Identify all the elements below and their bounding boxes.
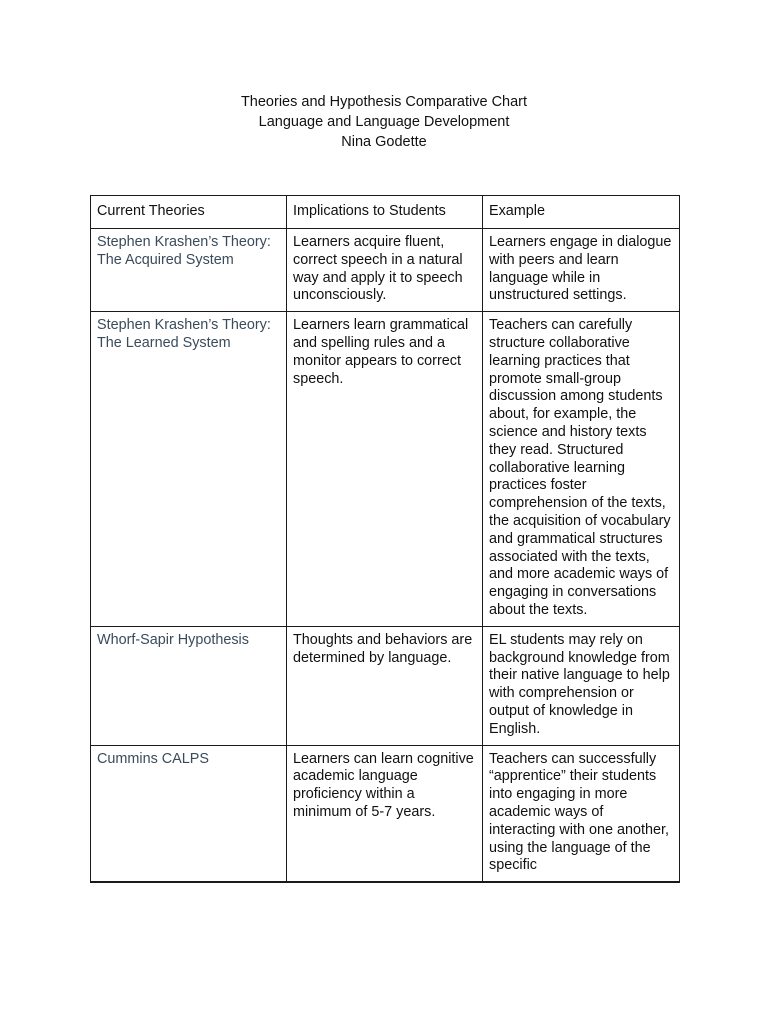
column-header-example: Example (483, 196, 680, 229)
table-row (91, 745, 680, 882)
theory-cell: Whorf-Sapir Hypothesis (91, 626, 287, 745)
example-cell: Learners engage in dialogue with peers and learn language while in unstructured settings. (483, 229, 680, 312)
table-row (91, 312, 680, 627)
comparative-chart-table (90, 195, 680, 883)
document-title: Theories and Hypothesis Comparative Chart (240, 94, 528, 110)
document-subtitle: Language and Language Development (258, 114, 510, 131)
table-row (91, 229, 680, 312)
example-cell: Teachers can carefully structure collaborative learning practices that promote small-group discussion among students about, for example, the science and history texts they read. Structured collaborative learning practices foster comprehension of the texts, the acquisition of vocabulary and grammatical structures associated with the texts, and more academic ways of engaging in conversations about the texts. (483, 312, 680, 627)
implication-cell: Learners learn grammatical and spelling rules and a monitor appears to correct speech. (287, 312, 483, 627)
theory-cell: Cummins CALPS (91, 745, 287, 882)
theory-cell: Stephen Krashen’s Theory: The Learned System (91, 312, 287, 627)
document-header (0, 92, 768, 153)
example-cell: Teachers can successfully “apprentice” their students into engaging in more academic ways of interacting with one another, using the language of the specific (483, 745, 680, 882)
table-row (91, 626, 680, 745)
example-cell: EL students may rely on background knowledge from their native language to help with comprehension or output of knowledge in English. (483, 626, 680, 745)
table-header-row (91, 196, 680, 229)
document-author: Nina Godette (341, 134, 427, 151)
implication-cell: Thoughts and behaviors are determined by language. (287, 626, 483, 745)
implication-cell: Learners acquire fluent, correct speech in a natural way and apply it to speech unconsciously. (287, 229, 483, 312)
column-header-theories: Current Theories (91, 196, 287, 229)
theory-cell: Stephen Krashen’s Theory: The Acquired System (91, 229, 287, 312)
column-header-implications: Implications to Students (287, 196, 483, 229)
implication-cell: Learners can learn cognitive academic language proficiency within a minimum of 5-7 years. (287, 745, 483, 882)
